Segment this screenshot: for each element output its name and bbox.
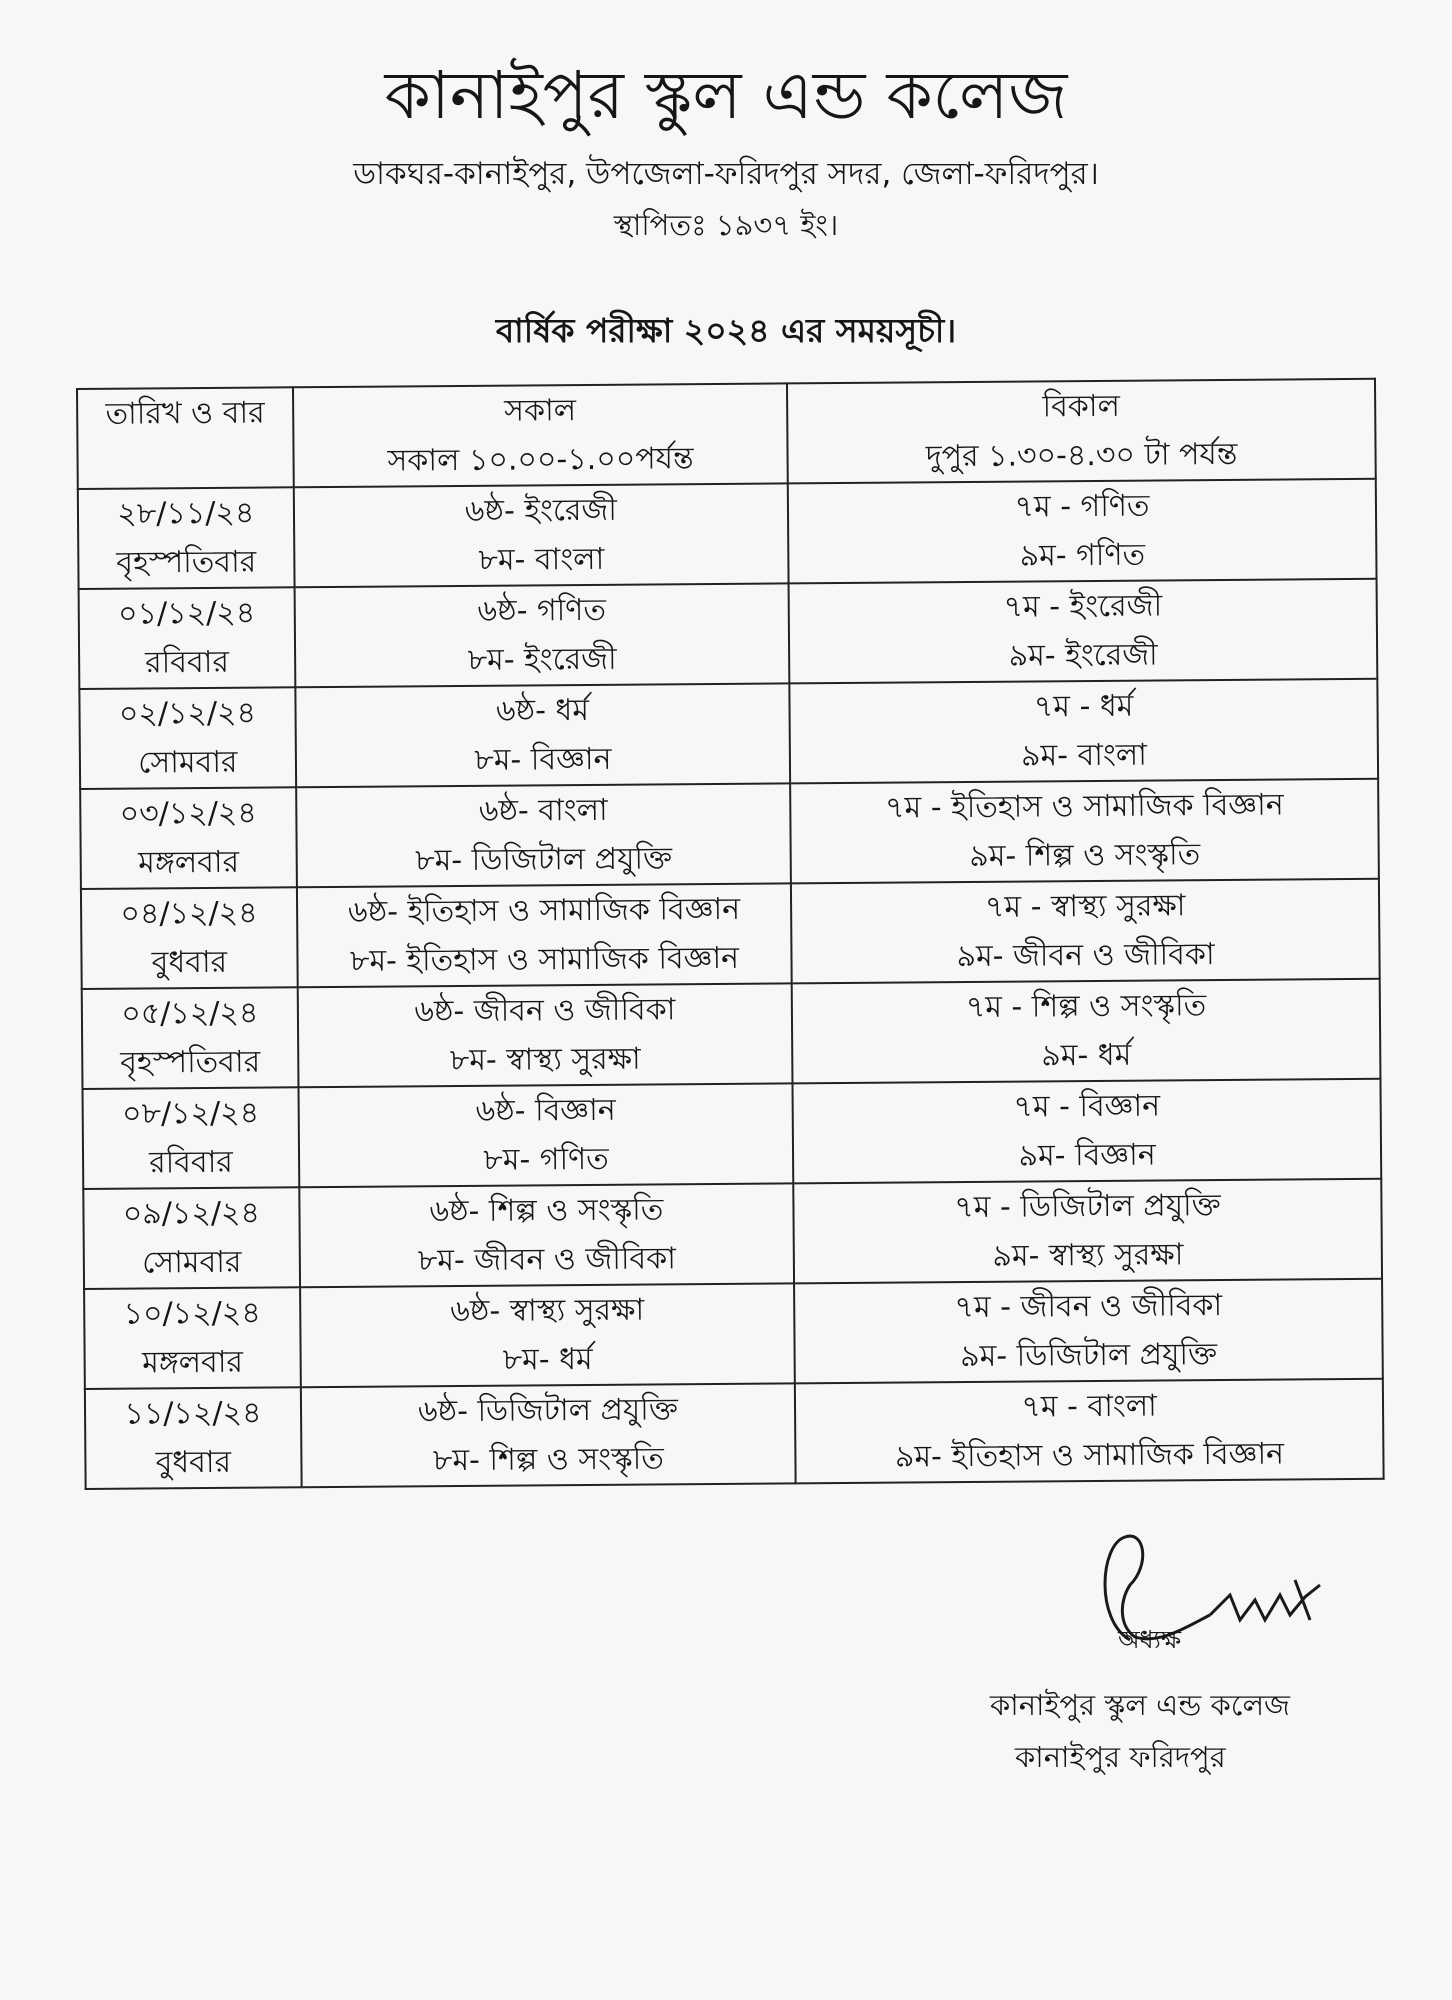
date-day: মঙ্গলবার xyxy=(138,844,240,881)
afternoon-a2: ৯ম- স্বাস্থ্য সুরক্ষা xyxy=(992,1237,1184,1274)
afternoon-cell xyxy=(795,1379,1384,1484)
date-cell xyxy=(79,587,296,689)
morning-m2: ৮ম- ইতিহাস ও সামাজিক বিজ্ঞান xyxy=(349,940,740,979)
morning-m1: ৬ষ্ঠ- বিজ্ঞান xyxy=(475,1092,616,1129)
column-header-afternoon xyxy=(787,379,1376,484)
morning-m1: ৬ষ্ঠ- জীবন ও জীবিকা xyxy=(414,992,676,1030)
morning-cell xyxy=(294,483,789,587)
afternoon-a1: ৭ম - ধর্ম xyxy=(1033,688,1134,725)
date-day: সোমবার xyxy=(142,1244,242,1281)
exam-schedule-table xyxy=(76,378,1385,1490)
school-address: ডাকঘর-কানাইপুর, উপজেলা-ফরিদপুর সদর, জেলা-ফরিদপুর। xyxy=(353,156,1099,192)
schedule-title: বার্ষিক পরীক্ষা ২০২৪ এর সময়সূচী। xyxy=(495,311,957,350)
signature-org-name: কানাইপুর স্কুল এন্ড কলেজ xyxy=(990,1688,1291,1722)
date-cell xyxy=(78,487,295,589)
afternoon-cell xyxy=(791,879,1380,984)
afternoon-a2: ৯ম- শিল্প ও সংস্কৃতি xyxy=(969,837,1201,874)
column-header-morning xyxy=(293,383,788,487)
morning-cell xyxy=(299,1183,794,1287)
established-year: স্থাপিতঃ ১৯৩৭ ইং। xyxy=(613,208,839,242)
afternoon-a1: ৭ম - ডিজিটাল প্রযুক্তি xyxy=(954,1188,1221,1226)
header-label: সকাল xyxy=(504,393,577,429)
afternoon-a1: ৭ম - গণিত xyxy=(1014,488,1150,525)
afternoon-cell xyxy=(790,779,1379,884)
header-label: বিকাল xyxy=(1042,388,1121,425)
afternoon-a2: ৯ম- বাংলা xyxy=(1020,737,1148,774)
date-cell xyxy=(85,1387,302,1489)
afternoon-a2: ৯ম- ইংরেজী xyxy=(1008,637,1158,674)
date-date: ২৮/১১/২৪ xyxy=(117,495,255,532)
date-date: ০৮/১২/২৪ xyxy=(121,1095,260,1132)
morning-cell xyxy=(300,1283,795,1387)
date-date: ০৩/১২/২৪ xyxy=(119,795,257,832)
morning-m2: ৮ম- ইংরেজী xyxy=(467,641,617,678)
afternoon-a1: ৭ম - জীবন ও জীবিকা xyxy=(954,1288,1223,1326)
table-row xyxy=(83,1079,1382,1189)
morning-cell xyxy=(294,583,789,687)
morning-cell xyxy=(295,683,790,787)
afternoon-cell xyxy=(789,579,1378,684)
morning-cell xyxy=(297,883,792,987)
date-cell xyxy=(83,1187,300,1289)
date-cell xyxy=(83,1087,300,1189)
header-label: তারিখ ও বার xyxy=(105,395,265,432)
morning-m2: ৮ম- ডিজিটাল প্রযুক্তি xyxy=(415,841,673,879)
date-day: বুধবার xyxy=(155,1444,232,1481)
afternoon-cell xyxy=(789,679,1378,784)
date-cell xyxy=(81,887,298,989)
afternoon-a1: ৭ম - স্বাস্থ্য সুরক্ষা xyxy=(984,888,1186,925)
table-row xyxy=(79,579,1378,689)
date-cell xyxy=(79,687,296,789)
date-day: বুধবার xyxy=(151,944,228,981)
table-row xyxy=(80,779,1379,889)
date-day: বৃহস্পতিবার xyxy=(116,544,257,581)
afternoon-a2: ৯ম- ধর্ম xyxy=(1041,1037,1132,1074)
table-row xyxy=(79,679,1378,789)
morning-m1: ৬ষ্ঠ- শিল্প ও সংস্কৃতি xyxy=(429,1192,664,1230)
morning-m2: ৮ম- শিল্প ও সংস্কৃতি xyxy=(432,1441,664,1479)
afternoon-a1: ৭ম - ইংরেজী xyxy=(1003,588,1163,625)
morning-m1: ৬ষ্ঠ- ডিজিটাল প্রযুক্তি xyxy=(417,1392,679,1430)
afternoon-a2: ৯ম- ডিজিটাল প্রযুক্তি xyxy=(960,1337,1218,1375)
morning-m1: ৬ষ্ঠ- ধর্ম xyxy=(495,692,590,729)
header-time: সকাল ১০.০০-১.০০পর্যন্ত xyxy=(387,441,694,479)
morning-m1: ৬ষ্ঠ- গণিত xyxy=(477,592,607,629)
signature-designation: অধ্যক্ষ xyxy=(1118,1625,1182,1654)
table-row xyxy=(82,979,1381,1089)
table-row xyxy=(78,479,1377,589)
date-date: ০৪/১২/২৪ xyxy=(120,895,258,932)
afternoon-cell xyxy=(792,979,1381,1084)
morning-m1: ৬ষ্ঠ- ইংরেজী xyxy=(464,492,618,529)
date-date: ০৯/১২/২৪ xyxy=(122,1195,261,1232)
date-date: ০২/১২/২৪ xyxy=(118,695,257,732)
table-row xyxy=(83,1179,1382,1289)
date-day: রবিবার xyxy=(149,1144,233,1181)
morning-cell xyxy=(296,783,791,887)
table-row xyxy=(81,879,1380,989)
school-name: কানাইপুর স্কুল এন্ড কলেজ xyxy=(384,57,1068,134)
afternoon-cell xyxy=(794,1279,1383,1384)
date-day: রবিবার xyxy=(145,644,230,681)
morning-m2: ৮ম- বিজ্ঞান xyxy=(474,741,612,778)
morning-m1: ৬ষ্ঠ- বাংলা xyxy=(478,792,608,829)
morning-m2: ৮ম- স্বাস্থ্য সুরক্ষা xyxy=(449,1041,641,1079)
morning-m2: ৮ম- গণিত xyxy=(483,1141,609,1178)
morning-m2: ৮ম- জীবন ও জীবিকা xyxy=(417,1241,676,1279)
afternoon-a1: ৭ম - ইতিহাস ও সামাজিক বিজ্ঞান xyxy=(884,787,1284,826)
morning-cell xyxy=(298,1083,793,1187)
date-date: ১০/১২/২৪ xyxy=(123,1295,261,1332)
morning-cell xyxy=(301,1383,796,1487)
afternoon-a2: ৯ম- বিজ্ঞান xyxy=(1018,1137,1156,1174)
table-header-row xyxy=(77,379,1376,489)
afternoon-a1: ৭ম - বাংলা xyxy=(1021,1388,1157,1425)
date-date: ০১/১২/২৪ xyxy=(117,595,256,632)
afternoon-a1: ৭ম - বিজ্ঞান xyxy=(1013,1088,1161,1125)
header-time: দুপুর ১.৩০-৪.৩০ টা পর্যন্ত xyxy=(925,436,1238,475)
morning-m2: ৮ম- বাংলা xyxy=(478,541,605,578)
afternoon-a2: ৯ম- গণিত xyxy=(1019,537,1146,574)
column-header-date xyxy=(77,387,294,489)
date-day: সোমবার xyxy=(138,744,238,781)
afternoon-cell xyxy=(793,1179,1382,1284)
date-day: মঙ্গলবার xyxy=(142,1344,244,1381)
date-cell xyxy=(80,787,297,889)
afternoon-a2: ৯ম- জীবন ও জীবিকা xyxy=(956,937,1215,975)
afternoon-cell xyxy=(793,1079,1382,1184)
morning-cell xyxy=(298,983,793,1087)
afternoon-cell xyxy=(788,479,1377,584)
date-cell xyxy=(84,1287,301,1389)
morning-m2: ৮ম- ধর্ম xyxy=(502,1341,593,1378)
date-cell xyxy=(82,987,299,1089)
date-date: ১১/১২/২৪ xyxy=(124,1395,262,1432)
date-date: ০৫/১২/২৪ xyxy=(121,995,259,1032)
date-day: বৃহস্পতিবার xyxy=(120,1044,261,1081)
table-row xyxy=(85,1379,1384,1489)
afternoon-a2: ৯ম- ইতিহাস ও সামাজিক বিজ্ঞান xyxy=(894,1436,1285,1475)
table-row xyxy=(84,1279,1383,1389)
signature-org-location: কানাইপুর ফরিদপুর xyxy=(1015,1740,1226,1774)
morning-m1: ৬ষ্ঠ- ইতিহাস ও সামাজিক বিজ্ঞান xyxy=(347,891,741,930)
morning-m1: ৬ষ্ঠ- স্বাস্থ্য সুরক্ষা xyxy=(450,1292,645,1330)
afternoon-a1: ৭ম - শিল্প ও সংস্কৃতি xyxy=(965,988,1207,1026)
